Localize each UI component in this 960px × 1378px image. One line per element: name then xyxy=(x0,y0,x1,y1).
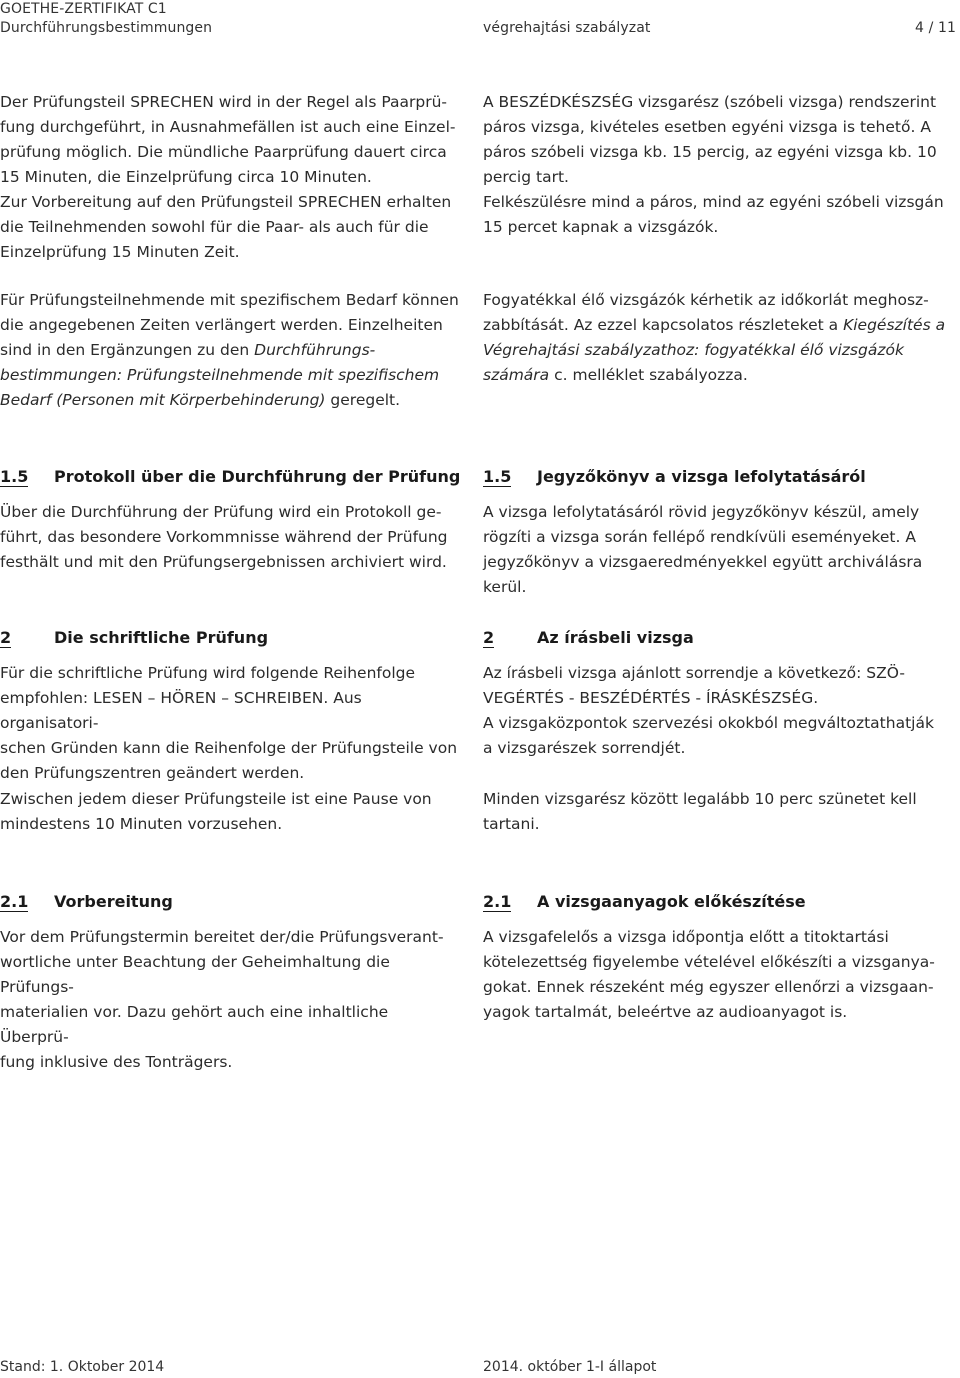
doc-reference-italic: Kiegészítés a xyxy=(843,316,946,334)
section-title: Vorbereitung xyxy=(54,892,173,911)
section-number: 2.1 xyxy=(0,892,29,911)
speaking-text-de xyxy=(0,90,460,265)
text-line: prüfung möglich. Die mündliche Paarprüfung dauert circa xyxy=(0,143,447,161)
text-line: páros vizsga, kivételes esetben egyéni vizsga is tehető. A xyxy=(483,118,931,136)
text-run: geregelt. xyxy=(325,391,401,409)
text-line: festhält und mit den Prüfungsergebnissen archiviert wird. xyxy=(0,553,447,571)
text-line: yagok tartalmát, beleértve az audioanyagot is. xyxy=(483,1003,848,1021)
text-line: Minden vizsgarész között legalább 10 perc szünetet kell xyxy=(483,790,917,808)
text-line: Fogyatékkal élő vizsgázók kérhetik az időkorlát meghosz- xyxy=(483,291,929,309)
text-line: schen Gründen kann die Reihenfolge der Prüfungsteile von xyxy=(0,739,458,757)
text-line: kötelezettség figyelembe vételével előkészíti a vizsganya- xyxy=(483,953,935,971)
text-line: gokat. Ennek részeként még egyszer ellenőrzi a vizsgaan- xyxy=(483,978,934,996)
section-number: 2 xyxy=(483,628,495,647)
doc-subtitle-hu: végrehajtási szabályzat xyxy=(483,20,651,36)
text-line: a vizsgarészek sorrendjét. xyxy=(483,739,686,757)
text-line: fung durchgeführt, in Ausnahmefällen ist auch eine Einzel- xyxy=(0,118,456,136)
text-line: Über die Durchführung der Prüfung wird ein Protokoll ge- xyxy=(0,503,442,521)
text-line: empfohlen: LESEN – HÖREN – SCHREIBEN. Aus organisatori- xyxy=(0,689,362,732)
text-line xyxy=(483,363,953,388)
section-2-text-de xyxy=(0,661,460,786)
text-line: A vizsgaközpontok szervezési okokból megváltoztathatják xyxy=(483,714,934,732)
text-line: die angegebenen Zeiten verlängert werden. Einzelheiten xyxy=(0,316,443,334)
text-line xyxy=(0,338,460,363)
section-heading-2-hu xyxy=(483,628,694,648)
section-2-1-text-de xyxy=(0,925,460,1075)
text-line: Für die schriftliche Prüfung wird folgende Reihenfolge xyxy=(0,664,416,682)
section-2-text-hu xyxy=(483,661,953,761)
text-line: fung inklusive des Tonträgers. xyxy=(0,1053,233,1071)
text-line: Der Prüfungsteil SPRECHEN wird in der Regel als Paarprü- xyxy=(0,93,448,111)
text-line: kerül. xyxy=(483,578,527,596)
text-line: materialien vor. Dazu gehört auch eine inhaltliche Überprü- xyxy=(0,1003,389,1046)
text-line: A BESZÉDKÉSZSÉG vizsgarész (szóbeli vizsga) rendszerint xyxy=(483,93,937,111)
section-2-1-text-hu xyxy=(483,925,953,1025)
text-line: wortliche unter Beachtung der Geheimhaltung die Prüfungs- xyxy=(0,953,390,996)
text-line xyxy=(483,313,953,338)
text-line xyxy=(0,388,460,413)
doc-reference-italic: Bedarf (Personen mit Körperbehinderung) xyxy=(0,391,326,409)
text-line: Vor dem Prüfungstermin bereitet der/die Prüfungsverant- xyxy=(0,928,444,946)
text-line: führt, das besondere Vorkommnisse während der Prüfung xyxy=(0,528,448,546)
doc-reference-italic: Végrehajtási szabályzathoz: fogyatékkal élő vizsgázók xyxy=(483,341,904,359)
doc-reference-italic: bestimmungen: Prüfungsteilnehmende mit spezifischem xyxy=(0,366,440,384)
text-line: páros szóbeli vizsga kb. 15 percig, az egyéni vizsga kb. 10 xyxy=(483,143,937,161)
text-line: jegyzőkönyv a vizsgaeredményekkel együtt archiválásra xyxy=(483,553,923,571)
text-line: Einzelprüfung 15 Minuten Zeit. xyxy=(0,243,240,261)
text-line: Für Prüfungsteilnehmende mit spezifischem Bedarf können xyxy=(0,291,459,309)
text-line: den Prüfungszentren geändert werden. xyxy=(0,764,305,782)
section-number: 1.5 xyxy=(0,467,29,486)
doc-reference-italic: Durchführungs- xyxy=(254,341,376,359)
text-line: die Teilnehmenden sowohl für die Paar- als auch für die xyxy=(0,218,429,236)
page-number: 4 / 11 xyxy=(915,20,956,36)
text-line: percig tart. xyxy=(483,168,569,186)
section-2-pause-text-de xyxy=(0,787,460,837)
text-line: rögzíti a vizsga során fellépő rendkívüli eseményeket. A xyxy=(483,528,916,546)
doc-reference-italic: számára xyxy=(483,366,550,384)
section-title: A vizsgaanyagok előkészítése xyxy=(537,892,806,911)
text-line: tartani. xyxy=(483,815,540,833)
text-line: 15 percet kapnak a vizsgázók. xyxy=(483,218,719,236)
text-line: Felkészülésre mind a páros, mind az egyéni szóbeli vizsgán xyxy=(483,193,944,211)
text-line: A vizsga lefolytatásáról rövid jegyzőkönyv készül, amely xyxy=(483,503,920,521)
text-line xyxy=(483,338,953,363)
section-heading-2-1-hu xyxy=(483,892,806,912)
speaking-text-hu xyxy=(483,90,953,240)
text-line: A vizsgafelelős a vizsga időpontja előtt a titoktartási xyxy=(483,928,889,946)
text-line xyxy=(0,363,460,388)
footer-date-hu: 2014. október 1-I állapot xyxy=(483,1359,657,1375)
doc-subtitle-de: Durchführungsbestimmungen xyxy=(0,20,213,36)
doc-title: GOETHE-ZERTIFIKAT C1 xyxy=(0,1,167,17)
text-run: c. melléklet szabályozza. xyxy=(549,366,748,384)
section-1-5-text-de xyxy=(0,500,460,575)
section-title: Protokoll über die Durchführung der Prüfung xyxy=(54,467,461,486)
text-line: VEGÉRTÉS - BESZÉDÉRTÉS - ÍRÁSKÉSZSÉG. xyxy=(483,689,819,707)
text-line: Az írásbeli vizsga ajánlott sorrendje a következő: SZÖ- xyxy=(483,664,905,682)
text-line: Zur Vorbereitung auf den Prüfungsteil SPRECHEN erhalten xyxy=(0,193,452,211)
section-title: Die schriftliche Prüfung xyxy=(54,628,269,647)
section-number: 1.5 xyxy=(483,467,512,486)
section-number: 2 xyxy=(0,628,12,647)
section-title: Jegyzőkönyv a vizsga lefolytatásáról xyxy=(537,467,866,486)
section-number: 2.1 xyxy=(483,892,512,911)
section-2-pause-text-hu xyxy=(483,787,953,837)
section-heading-1-5-de xyxy=(0,467,460,487)
section-title: Az írásbeli vizsga xyxy=(537,628,694,647)
footer-date-de: Stand: 1. Oktober 2014 xyxy=(0,1359,165,1375)
text-run: zabbítását. Az ezzel kapcsolatos részleteket a xyxy=(483,316,844,334)
special-needs-text-hu xyxy=(483,288,953,388)
section-heading-1-5-hu xyxy=(483,467,866,487)
text-run: sind in den Ergänzungen zu den xyxy=(0,341,255,359)
section-1-5-text-hu xyxy=(483,500,953,600)
section-heading-2-de xyxy=(0,628,268,648)
section-heading-2-1-de xyxy=(0,892,173,912)
text-line: mindestens 10 Minuten vorzusehen. xyxy=(0,815,283,833)
text-line: Zwischen jedem dieser Prüfungsteile ist eine Pause von xyxy=(0,790,432,808)
text-line: 15 Minuten, die Einzelprüfung circa 10 Minuten. xyxy=(0,168,372,186)
special-needs-text-de xyxy=(0,288,460,413)
